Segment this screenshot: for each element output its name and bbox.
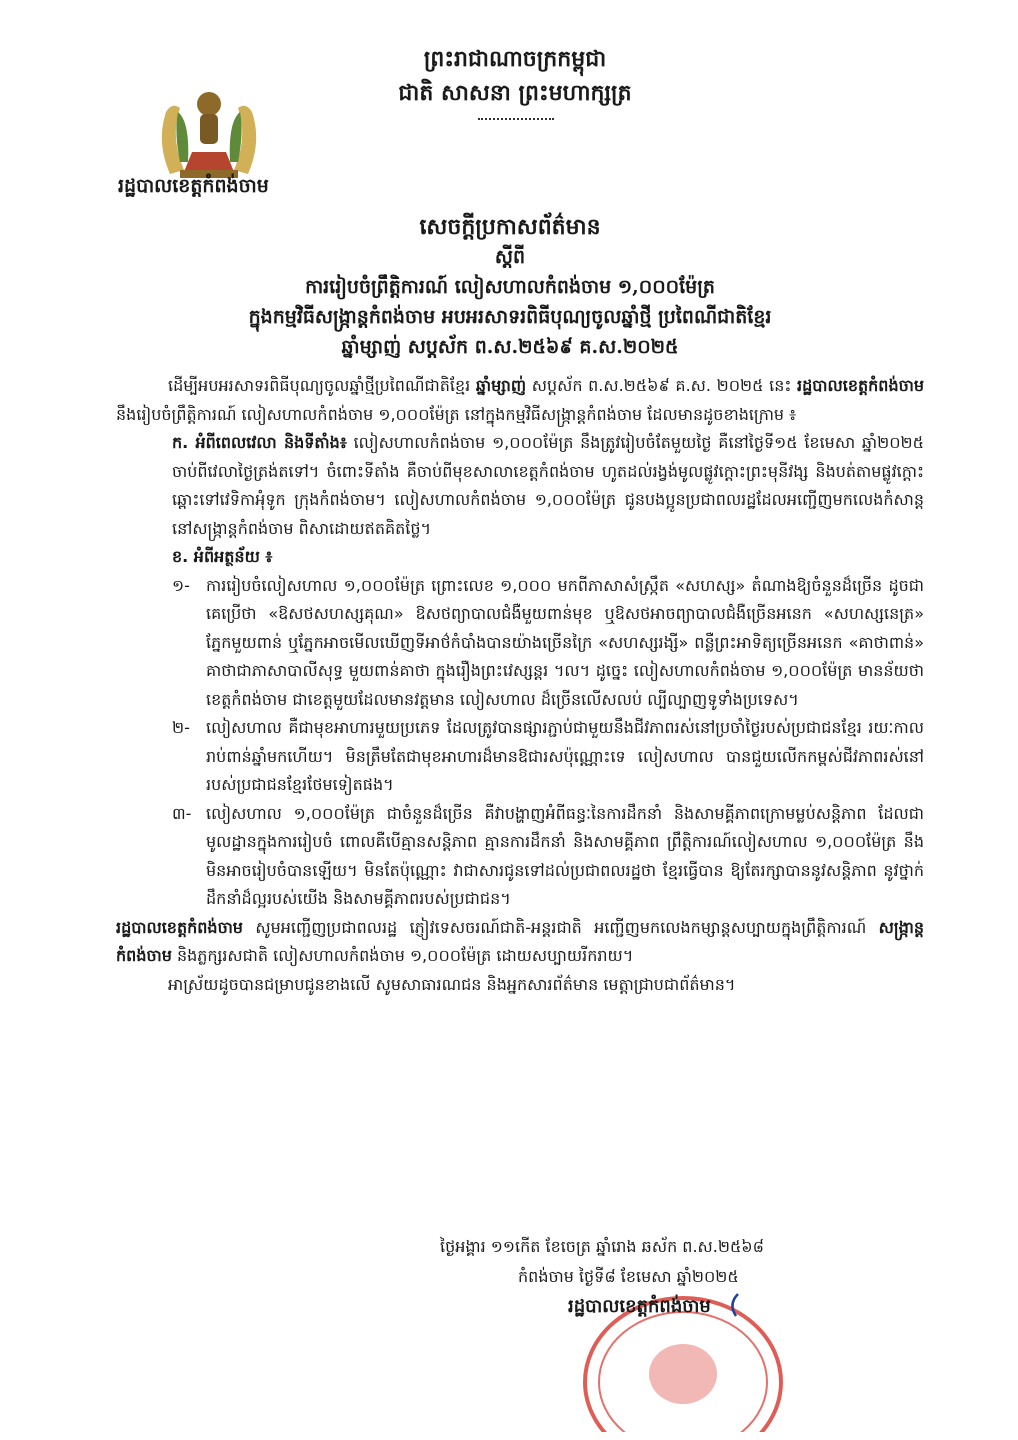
signature-authority: រដ្ឋបាលខេត្តកំពង់ចាម	[568, 1296, 711, 1317]
section-a-text: លៀសហាលកំពង់ចាម ១,០០០ម៉ែត្រ នឹងត្រូវរៀបចំតែមួយថ្ងៃ គឺនៅថ្ងៃទី១៥ ខែមេសា ឆ្នាំ២០២៥ ចាប់ពីវេលាថ្ងៃត្រង់តទៅ។ ចំពោះទីតាំង គឺចាប់ពីមុខសាលាខេត្តកំពង់ចាម ហូតដល់រង្វង់មូលផ្លូវក្តោះព្រះមុនីវង្ស និងបត់តាមផ្លូវក្តោះ ឆ្ពោះទៅវេទិកាអុំទូក ក្រុងកំពង់ចាម។ លៀសហាលកំពង់ចាម ១,០០០ម៉ែត្រ ជូនបងប្អូនប្រជាពលរដ្ឋដែលអញ្ជើញមកលេងកំសាន្តនៅសង្រ្កាន្តកំពង់ចាម ពិសាដោយឥតគិតថ្លៃ។	[172, 433, 924, 538]
document-body	[116, 372, 924, 999]
title-line-3: ការរៀបចំព្រឹត្តិការណ៍ លៀសហាលកំពង់ចាម ១,០០០ម៉ែត្រ	[305, 276, 715, 298]
section-b-heading: ខ. អំពីអត្ថន័យ ៖	[172, 547, 273, 566]
title-line-4: ក្នុងកម្មវិធីសង្រ្កាន្តកំពង់ចាម អបអរសាទរពិធីបុណ្យចូលឆ្នាំថ្មី ប្រពៃណីជាតិខ្មែរ	[248, 306, 772, 328]
title-line-5: ឆ្នាំម្សាញ់ សប្តស័ក ព.ស.២៥៦៩ គ.ស.២០២៥	[341, 336, 679, 358]
national-motto: ជាតិ សាសនា ព្រះមហាក្សត្រ	[398, 80, 632, 106]
section-a-heading: ក. អំពីពេលវេលា និងទីតាំង៖	[172, 433, 347, 452]
document-title	[130, 212, 890, 362]
date-lunar: ថ្ងៃអង្គារ ១១កើត ខែចេត្រ ឆ្នាំរោង ឆស័ក ព.ស.២៥៦៨	[440, 1237, 764, 1256]
invitation-paragraph: រដ្ឋបាលខេត្តកំពង់ចាម សូមអញ្ជើញប្រជាពលរដ្ឋ ភ្ញៀវទេសចរណ៍ជាតិ-អន្តរជាតិ អញ្ជើញមកលេងកម្សាន្តសប្បាយក្នុងព្រឹត្តិការណ៍ សង្រ្កាន្តកំពង់ចាម និងភ្លក្សរសជាតិ លៀសហាលកំពង់ចាម ១,០០០ម៉ែត្រ ដោយសប្បាយរីករាយ។	[116, 917, 924, 965]
provincial-emblem-icon	[150, 82, 268, 182]
intro-paragraph: ដើម្បីអបអរសាទរពិធីបុណ្យចូលឆ្នាំថ្មីប្រពៃណីជាតិខ្មែរ ឆ្នាំម្សាញ់ សប្តស័ក ព.ស.២៥៦៩ គ.ស. ២០២៥ នេះ រដ្ឋបាលខេត្តកំពង់ចាម នឹងរៀបចំព្រឹត្តិការណ៍ លៀសហាលកំពង់ចាម ១,០០០ម៉ែត្រ នៅក្នុងកម្មវិធីសង្រ្កាន្តកំពង់ចាម ដែលមានដូចខាងក្រោម ៖	[116, 376, 924, 424]
motto-divider	[478, 118, 554, 120]
closing-paragraph: អាស្រ័យដូចបានជម្រាបជូនខាងលើ សូមសាធារណជន និងអ្នកសារព័ត៌មាន មេត្តាជ្រាបជាព័ត៌មាន។	[168, 974, 736, 994]
title-line-1: សេចក្តីប្រកាសព័ត៌មាន	[419, 214, 601, 240]
list-item: ៣- លៀសហាល ១,០០០ម៉ែត្រ ជាចំនួនដ៏ច្រើន គឺវាបង្ហាញអំពីធន្ធៈនៃការដឹកនាំ និងសាមគ្គីភាពក្រោមម្លប់សន្តិភាព ដែលជាមូលដ្ឋានក្នុងការរៀបចំ ពោលគឺបើគ្មានសន្តិភាព គ្មានការដឹកនាំ និងសាមគ្គីភាព ព្រឹត្តិការណ៍លៀសហាល ១,០០០ម៉ែត្រ នឹងមិនអាចរៀបចំបានឡើយ។ មិនតែប៉ុណ្ណោះ វាជាសារជូនទៅដល់ប្រជាពលរដ្ឋថា ខ្មែរធ្វើបាន ឱ្យតែរក្សាបាននូវសន្តិភាព នូវថ្នាក់ដឹកនាំដ៏ល្អរបស់យើង និងសាមគ្គីភាពរបស់ប្រជាជន។	[172, 803, 924, 908]
list-item: ១- ការរៀបចំលៀសហាល ១,០០០ម៉ែត្រ ព្រោះលេខ ១,០០០ មកពីភាសាសំស្ក្រឹត «សហស្ស» តំណាងឱ្យចំនួនដ៏ច្រើន ដូចជាគេប្រើថា «ឱសថសហស្សគុណ» ឱសថព្យាបាលជំងឺមួយពាន់មុខ ឬឱសថអាចព្យាបាលជំងឺច្រើនអនេក «សហស្សនេត្រ» ភ្នែកមួយពាន់ ឬភ្នែកអាចមើលឃើញទីអាថ៌កំបាំងបានយ៉ាងច្រើនក្រៃ «សហស្សរង្សី» ពន្លឺព្រះអាទិត្យច្រើនអនេក «គាថាពាន់» គាថាជាភាសាបាលីសុទ្ធ មួយពាន់គាថា ក្នុងរឿងព្រះវេស្សន្តរ ។ល។ ដូច្នេះ លៀសហាលកំពង់ចាម ១,០០០ម៉ែត្រ មានន័យថាខេត្តកំពង់ចាម ជាខេត្តមួយដែលមានវត្តមាន លៀសហាល ដ៏ច្រើនលើសលប់ ល្បីល្បាញទូទាំងប្រទេស។	[172, 575, 924, 709]
kingdom-name: ព្រះរាជាណាចក្រកម្ពុជា	[423, 46, 607, 72]
list-item: ២- លៀសហាល គឺជាមុខអាហារមួយប្រភេទ ដែលត្រូវបានផ្សារភ្ជាប់ជាមួយនឹងជីវភាពរស់នៅប្រចាំថ្ងៃរបស់ប្រជាជនខ្មែរ រយៈកាលរាប់ពាន់ឆ្នាំមកហើយ។ មិនត្រឹមតែជាមុខអាហារដ៏មានឱជារសប៉ុណ្ណោះទេ លៀសហាល បានជួយលើកកម្ពស់ជីវភាពរស់នៅរបស់ប្រជាជនខ្មែរថែមទៀតផង។	[172, 718, 924, 794]
section-a	[116, 429, 924, 543]
issuing-authority: រដ្ឋបាលខេត្តកំពង់ចាម	[118, 175, 269, 197]
title-line-2: ស្តីពី	[494, 246, 526, 268]
date-solar: កំពង់ចាម ថ្ងៃទី៨ ខែមេសា ឆ្នាំ២០២៥	[518, 1267, 739, 1286]
kingdom-motto	[380, 42, 650, 110]
